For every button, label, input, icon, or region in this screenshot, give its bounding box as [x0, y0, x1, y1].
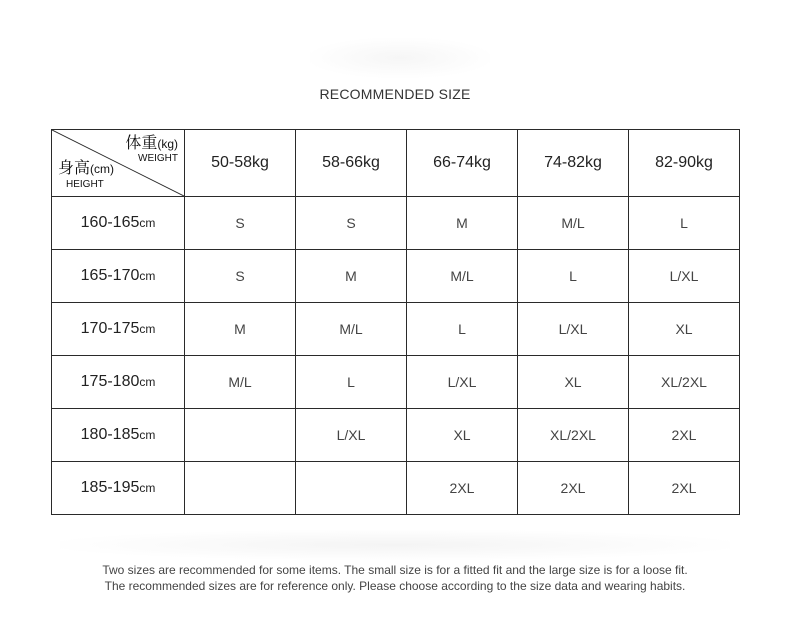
size-cell: L/XL — [629, 250, 740, 303]
height-value: 180-185 — [80, 426, 140, 443]
size-cell: S — [185, 197, 296, 250]
height-unit: cm — [139, 428, 156, 442]
height-label-en: HEIGHT — [66, 179, 104, 190]
height-value: 160-165 — [80, 214, 140, 231]
height-value: 175-180 — [80, 373, 140, 390]
size-cell: XL/2XL — [629, 356, 740, 409]
table-row — [52, 409, 740, 462]
size-cell — [185, 462, 296, 515]
height-unit: cm — [139, 375, 156, 389]
weight-header-cell: 66-74kg — [407, 130, 518, 197]
size-cell: L — [518, 250, 629, 303]
size-cell: XL — [518, 356, 629, 409]
size-cell: 2XL — [407, 462, 518, 515]
weight-axis-label — [125, 136, 178, 164]
size-cell: XL — [407, 409, 518, 462]
size-cell — [296, 462, 407, 515]
size-cell: L — [407, 303, 518, 356]
height-unit: cm — [139, 322, 156, 336]
height-cell — [52, 356, 185, 409]
size-cell: S — [296, 197, 407, 250]
weight-header-cell: 50-58kg — [185, 130, 296, 197]
fit-note: Two sizes are recommended for some items. The small size is for a fitted fit and the large size is for a loose fit. — [102, 563, 688, 577]
height-unit: cm — [139, 216, 156, 230]
table-row — [52, 356, 740, 409]
size-cell: L/XL — [518, 303, 629, 356]
size-cell: L/XL — [407, 356, 518, 409]
weight-label-en: WEIGHT — [138, 153, 178, 164]
size-cell: M/L — [518, 197, 629, 250]
size-cell: S — [185, 250, 296, 303]
weight-header-cell: 58-66kg — [296, 130, 407, 197]
weight-header-cell: 82-90kg — [629, 130, 740, 197]
weight-unit: (kg) — [157, 137, 178, 151]
header-row — [52, 130, 740, 197]
page-title: RECOMMENDED SIZE — [319, 86, 471, 102]
size-cell: M — [296, 250, 407, 303]
top-decorative-glow — [310, 38, 490, 78]
table-row — [52, 462, 740, 515]
height-unit: cm — [139, 481, 156, 495]
size-cell: XL/2XL — [518, 409, 629, 462]
size-cell: M — [407, 197, 518, 250]
height-value: 170-175 — [80, 320, 140, 337]
size-chart-table — [51, 129, 740, 515]
height-cell — [52, 250, 185, 303]
reference-note: The recommended sizes are for reference only. Please choose according to the size data and wearing habits. — [104, 579, 686, 593]
corner-header-cell — [52, 130, 185, 197]
weight-label-zh: 体重 — [125, 135, 158, 152]
size-cell: XL — [629, 303, 740, 356]
height-label-zh: 身高 — [58, 160, 91, 177]
height-cell — [52, 303, 185, 356]
size-cell: L — [629, 197, 740, 250]
height-cell — [52, 409, 185, 462]
size-cell: M/L — [407, 250, 518, 303]
size-cell: M/L — [185, 356, 296, 409]
height-unit: cm — [139, 269, 156, 283]
height-cell — [52, 462, 185, 515]
size-cell: L — [296, 356, 407, 409]
height-axis-label — [58, 161, 114, 190]
size-cell: 2XL — [629, 462, 740, 515]
size-cell: M/L — [296, 303, 407, 356]
size-cell: 2XL — [518, 462, 629, 515]
height-cell — [52, 197, 185, 250]
height-value: 165-170 — [80, 267, 140, 284]
size-cell: M — [185, 303, 296, 356]
size-cell — [185, 409, 296, 462]
table-row — [52, 250, 740, 303]
bottom-decorative-glow — [60, 530, 730, 560]
size-cell: L/XL — [296, 409, 407, 462]
height-value: 185-195 — [80, 479, 140, 496]
table-row — [52, 303, 740, 356]
size-cell: 2XL — [629, 409, 740, 462]
weight-header-cell: 74-82kg — [518, 130, 629, 197]
table-row — [52, 197, 740, 250]
height-unit: (cm) — [90, 162, 115, 176]
